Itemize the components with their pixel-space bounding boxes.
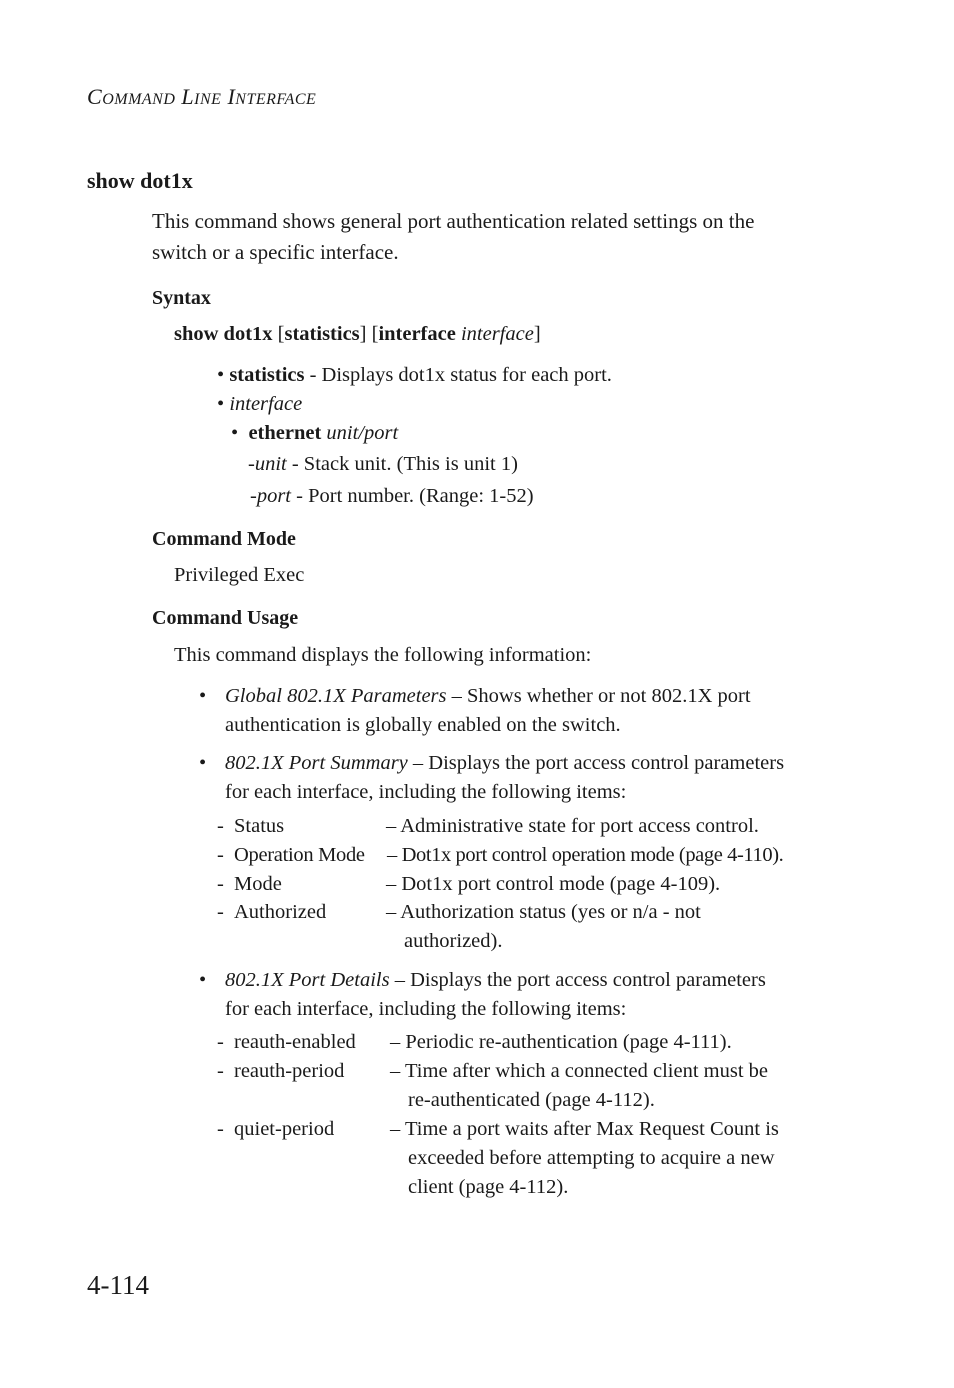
param-term: interface	[229, 393, 303, 415]
section-title: show dot1x	[87, 168, 193, 193]
bullet-icon: •	[217, 393, 225, 415]
dash-glyph: -	[217, 1060, 224, 1082]
bullet-icon: •	[231, 422, 239, 444]
intro-line: switch or a specific interface.	[152, 240, 399, 264]
intro-line: This command shows general port authentication related settings on the	[152, 209, 755, 233]
dash-glyph: -	[217, 844, 224, 866]
item-name: Operation Mode	[234, 844, 365, 866]
param-arg: unit/port	[321, 422, 399, 444]
param-desc: - Displays dot1x status for each port.	[304, 364, 612, 386]
running-header-part: I	[227, 84, 236, 109]
param-term: unit	[254, 453, 287, 475]
param-desc: - Stack unit. (This is unit 1)	[286, 453, 518, 475]
usage-desc: for each interface, including the following items:	[225, 998, 627, 1020]
usage-term: 802.1X Port Details	[225, 969, 390, 991]
running-header-part: INE	[194, 91, 222, 108]
usage-desc: – Displays the port access control parameters	[407, 752, 785, 774]
command-mode-value: Privileged Exec	[174, 564, 305, 586]
param-desc: - Port number. (Range: 1-52)	[291, 485, 534, 507]
syntax-bracket: ]	[533, 323, 541, 345]
command-usage-intro: This command displays the following information:	[174, 644, 592, 666]
param-term: port	[256, 485, 292, 507]
item-desc: authorized).	[404, 930, 503, 952]
syntax-bracket: [	[272, 323, 285, 345]
item-name: reauth-period	[234, 1060, 345, 1082]
param-interface	[217, 393, 302, 416]
syntax-heading: Syntax	[152, 287, 211, 309]
item-desc: – Dot1x port control mode (page 4-109).	[386, 873, 721, 895]
usage-term: Global 802.1X Parameters	[225, 685, 447, 707]
running-header-part: NTERFACE	[235, 91, 317, 108]
item-desc: client (page 4-112).	[408, 1176, 569, 1198]
item-desc: – Periodic re-authentication (page 4-111).	[390, 1031, 732, 1053]
syntax-interface-keyword: interface	[378, 323, 456, 345]
param-term: statistics	[229, 364, 305, 386]
bullet-icon: •	[199, 969, 207, 991]
item-desc: – Time a port waits after Max Request Count is	[390, 1118, 779, 1140]
item-name: quiet-period	[234, 1118, 335, 1140]
syntax-command: show dot1x	[174, 323, 273, 345]
item-desc: – Authorization status (yes or n/a - not	[386, 901, 701, 923]
item-name: reauth-enabled	[234, 1031, 356, 1053]
usage-term: 802.1X Port Summary	[225, 752, 408, 774]
item-desc: – Dot1x port control operation mode (page 4-110).	[387, 844, 784, 866]
dash-glyph: -	[217, 901, 224, 923]
syntax-bracket: ] [	[359, 323, 379, 345]
usage-desc: for each interface, including the following items:	[225, 781, 627, 803]
command-usage-heading: Command Usage	[152, 607, 299, 629]
bullet-icon: •	[217, 364, 225, 386]
item-desc: re-authenticated (page 4-112).	[408, 1089, 655, 1111]
item-desc: – Administrative state for port access control.	[386, 815, 759, 837]
dash-glyph: -	[250, 485, 257, 507]
usage-global	[225, 685, 751, 708]
dash-glyph: -	[217, 1118, 224, 1140]
page-number: 4-114	[87, 1270, 149, 1300]
param-statistics	[217, 364, 612, 387]
param-ethernet	[231, 422, 398, 445]
running-header-part: OMMAND	[102, 91, 176, 108]
usage-details	[225, 969, 766, 992]
usage-desc: – Displays the port access control parameters	[389, 969, 766, 991]
param-unit	[248, 453, 518, 476]
running-header	[87, 84, 316, 110]
dash-glyph: -	[217, 815, 224, 837]
param-term: ethernet	[248, 422, 322, 444]
param-port	[250, 485, 534, 508]
command-mode-heading: Command Mode	[152, 528, 296, 550]
usage-desc: authentication is globally enabled on the switch.	[225, 714, 621, 736]
item-name: Authorized	[234, 901, 327, 923]
running-header-part: L	[181, 84, 195, 109]
bullet-icon: •	[199, 752, 207, 774]
syntax-statistics: statistics	[284, 323, 360, 345]
item-desc: – Time after which a connected client must be	[390, 1060, 769, 1082]
dash-glyph: -	[217, 873, 224, 895]
usage-summary	[225, 752, 784, 775]
syntax-interface-arg: interface	[455, 323, 534, 345]
item-name: Status	[234, 815, 285, 837]
item-desc: exceeded before attempting to acquire a new	[408, 1147, 775, 1169]
item-name: Mode	[234, 873, 282, 895]
dash-glyph: -	[217, 1031, 224, 1053]
syntax-line	[174, 323, 541, 346]
dash-glyph: -	[248, 453, 255, 475]
bullet-icon: •	[199, 685, 207, 707]
usage-desc: – Shows whether or not 802.1X port	[446, 685, 751, 707]
running-header-part: C	[87, 84, 103, 109]
